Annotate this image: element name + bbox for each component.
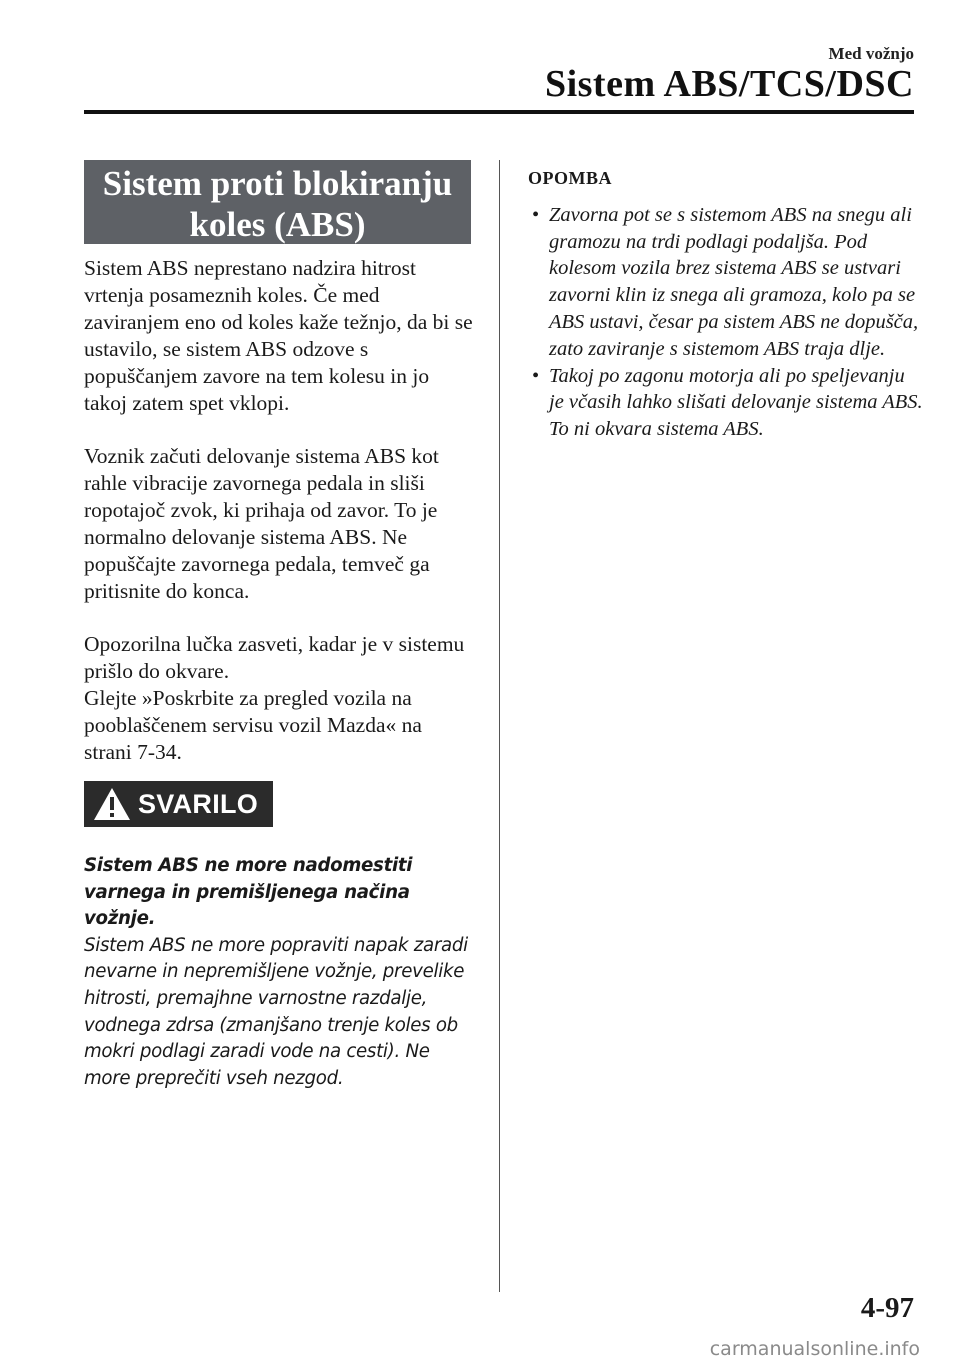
section-title-line1: Sistem proti blokiranju	[102, 164, 453, 203]
warning-text	[84, 853, 476, 1092]
body-paragraph: Opozorilna lučka zasveti, kadar je v sistemu prišlo do okvare.	[84, 632, 465, 683]
warning-heading: Sistem ABS ne more nadomestiti varnega in premišljenega načina vožnje.	[84, 855, 413, 930]
warning-label: SVARILO	[138, 788, 259, 819]
body-text	[84, 255, 474, 792]
body-paragraph: Glejte »Poskrbite za pregled vozila na pooblaščenem servisu vozil Mazda« na strani 7-34.	[84, 686, 422, 764]
page-header-title: Sistem ABS/TCS/DSC	[544, 63, 914, 105]
note-title: OPOMBA	[528, 168, 612, 188]
watermark: carmanualsonline.info	[709, 1338, 920, 1360]
page-number: 4-97	[860, 1292, 914, 1324]
section-title-line2: koles (ABS)	[189, 205, 366, 244]
warning-triangle-icon	[92, 786, 132, 822]
list-item	[528, 363, 923, 443]
note-item-text: Takoj po zagonu motorja ali po speljevanju je včasih lahko slišati delovanje sistema ABS. To ni okvara sistema ABS.	[549, 364, 923, 441]
column-divider	[499, 160, 500, 1292]
header-divider	[84, 110, 914, 114]
warning-badge	[84, 781, 273, 827]
bullet-icon: •	[532, 364, 540, 387]
note-item-text: Zavorna pot se s sistemom ABS na snegu ali gramozu na trdi podlagi podaljša. Pod kolesom vozila brez sistema ABS se ustvari zavorni klin iz snega ali gramoza, kolo pa se ABS ustavi, česar pa sistem ABS ne dopušča, zato zaviranje s sistemom ABS traja dlje.	[549, 203, 919, 360]
bullet-icon: •	[532, 203, 540, 226]
body-paragraph: Sistem ABS neprestano nadzira hitrost vrtenja posameznih koles. Če med zaviranjem eno od koles kaže težnjo, da bi se ustavilo, se sistem ABS odzove s popuščanjem zavore na tem kolesu in jo takoj zatem spet vklopi.	[84, 256, 473, 415]
section-title-box	[84, 160, 471, 244]
warning-body: Sistem ABS ne more popraviti napak zaradi nevarne in nepremišljene vožnje, prevelike hitrosti, premajhne varnostne razdalje, vodnega zdrsa (zmanjšano trenje koles ob mokri podlagi zaradi vode na cesti). Ne more preprečiti vseh nezgod.	[84, 934, 468, 1089]
list-item	[528, 202, 923, 363]
note-list	[528, 202, 923, 443]
body-paragraph: Voznik začuti delovanje sistema ABS kot rahle vibracije zavornega pedala in sliši ropotajoč zvok, ki prihaja od zavor. To je normalno delovanje sistema ABS. Ne popuščajte zavornega pedala, temveč ga pritisnite do konca.	[84, 444, 439, 603]
note-section	[528, 165, 923, 443]
chapter-label: Med vožnjo	[828, 44, 914, 63]
